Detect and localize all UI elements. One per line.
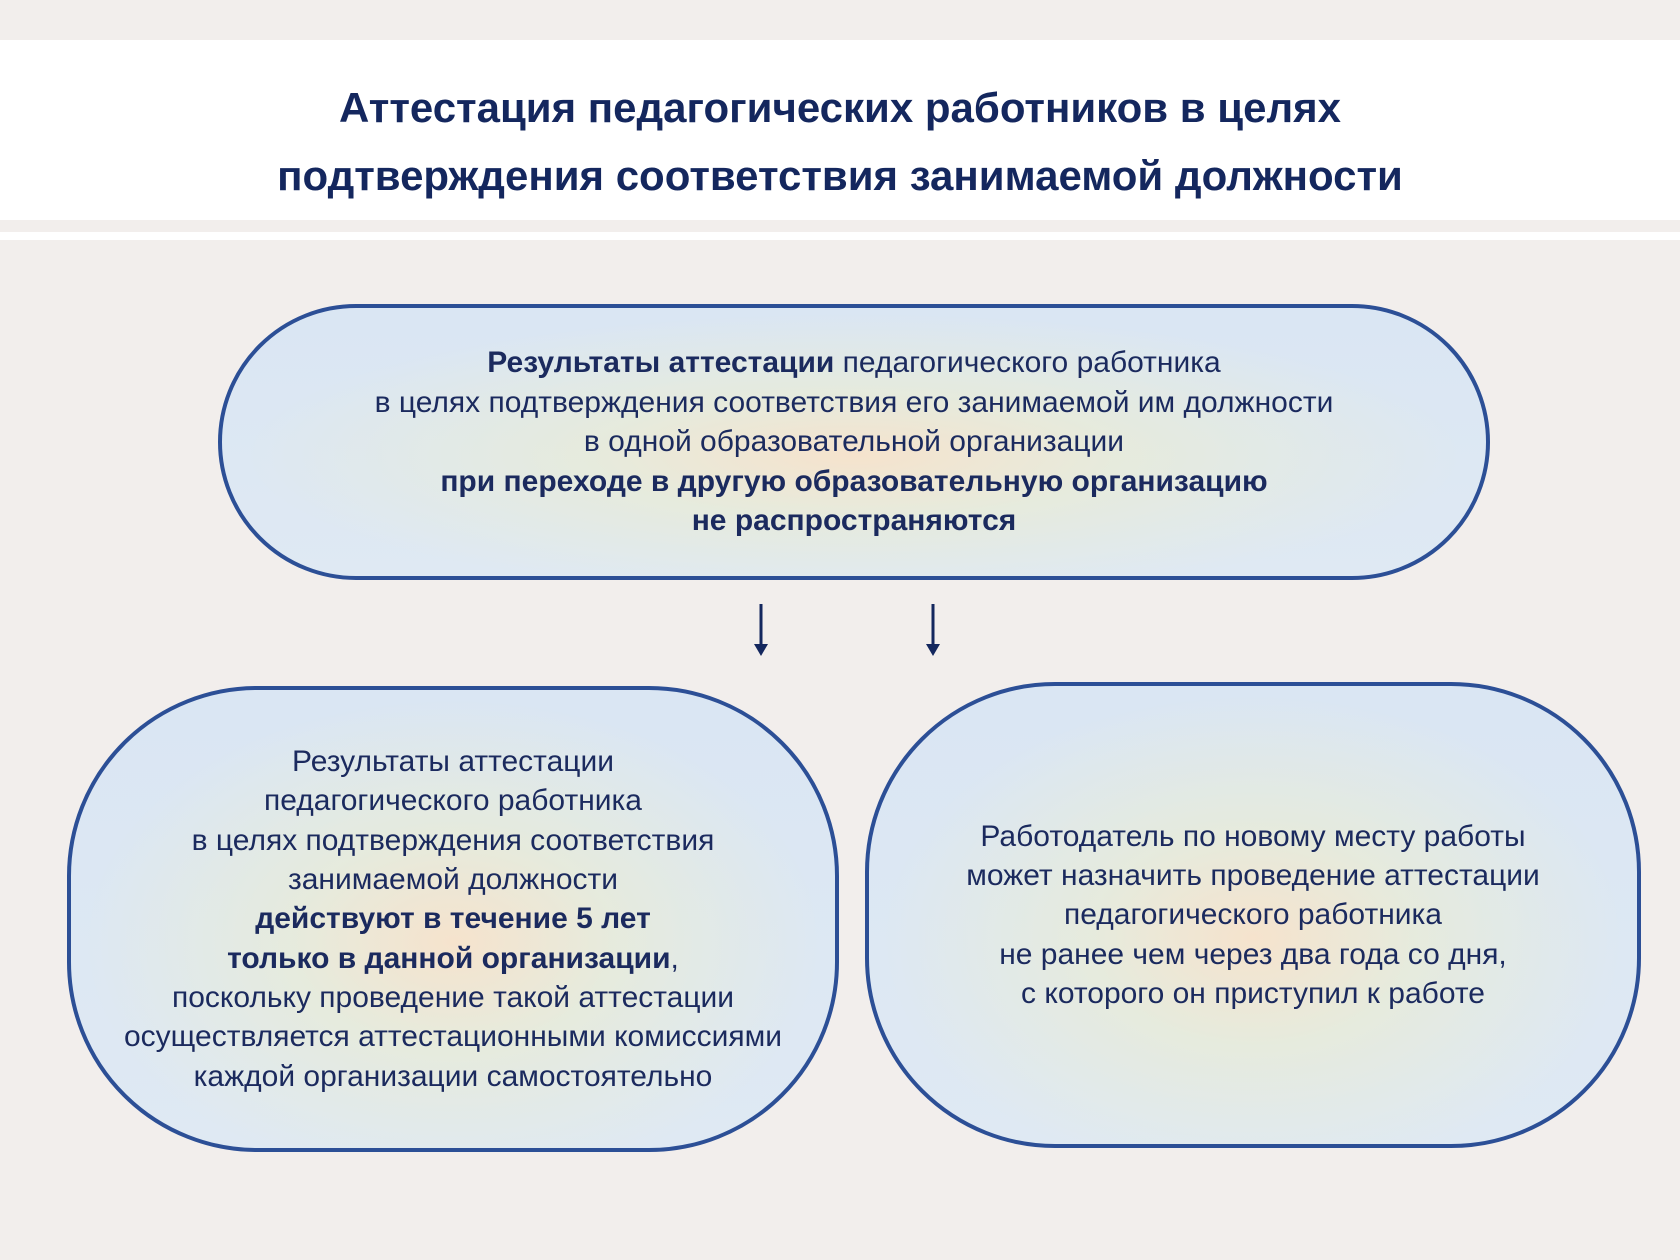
left-result-text [124,742,782,1096]
left-result-box [67,686,839,1152]
left-line-2: педагогического работника [263,784,642,818]
slide-title-line-1: Аттестация педагогических работников в целях [338,84,1342,131]
top-result-text [375,343,1334,541]
right-line-3: педагогического работника [1063,898,1442,932]
left-line-9: каждой организации самостоятельно [193,1059,713,1093]
top-line-5: не распространяются [691,504,1017,538]
top-line-3: в одной образовательной организации [583,425,1125,459]
right-line-1: Работодатель по новому месту работы [980,819,1526,853]
left-line-7: поскольку проведение такой аттестации [171,980,735,1014]
arrow-left [754,604,768,656]
right-employer-text [966,817,1540,1013]
right-line-2: может назначить проведение аттестации [966,859,1540,893]
left-line-6-rest: , [670,941,679,975]
top-result-box [218,304,1490,580]
slide-title [0,74,1680,210]
top-line-1-rest: педагогического работника [834,346,1221,380]
top-line-1 [375,343,1334,383]
right-employer-box [865,682,1641,1148]
slide-title-line-2: подтверждения соответствия занимаемой должности [277,152,1403,199]
top-line-2: в целях подтверждения соответствия его занимаемой им должности [374,385,1334,419]
left-line-1: Результаты аттестации [292,745,614,779]
left-line-6 [124,939,782,978]
header-divider [0,232,1680,240]
right-line-5: с которого он приступил к работе [1021,976,1485,1010]
top-line-1-bold: Результаты аттестации [487,346,835,380]
left-line-6-bold: только в данной организации [227,941,671,975]
left-line-3: в целях подтверждения соответствия [191,823,715,857]
right-line-4: не ранее чем через два года со дня, [999,937,1507,971]
top-line-4: при переходе в другую образовательную организацию [440,464,1268,498]
left-line-8: осуществляется аттестационными комиссиями [123,1020,783,1054]
left-line-4: занимаемой должности [287,863,618,897]
arrow-right [926,604,940,656]
left-line-5: действуют в течение 5 лет [255,902,651,936]
